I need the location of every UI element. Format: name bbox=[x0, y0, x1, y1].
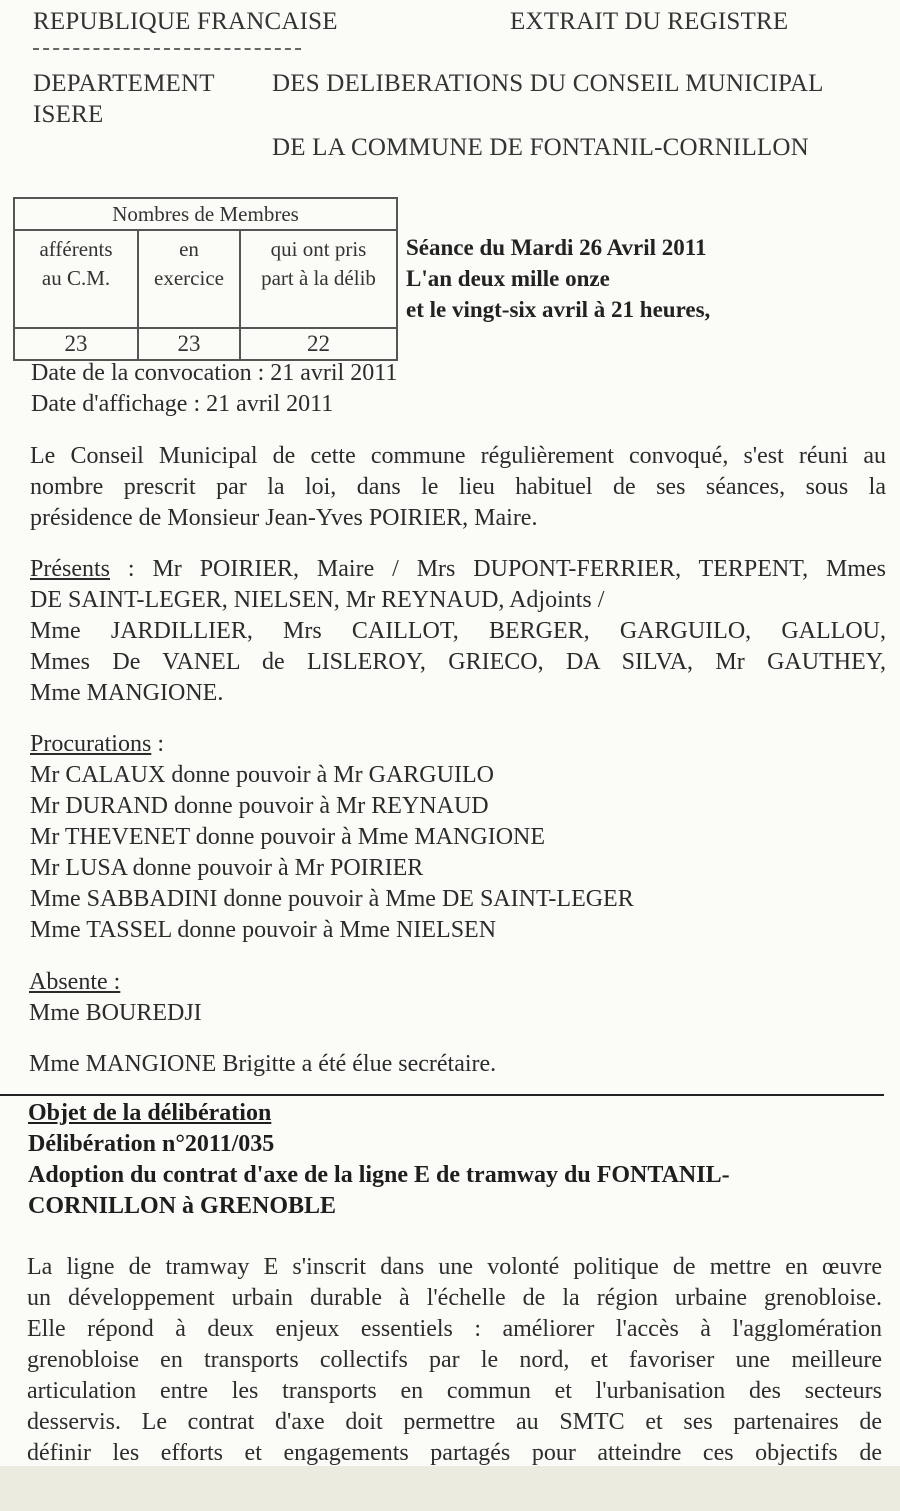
objet-titre-2: CORNILLON à GRENOBLE bbox=[28, 1193, 337, 1219]
intro-paragraph bbox=[30, 441, 886, 534]
members-col-afferents bbox=[14, 230, 138, 328]
objet-numero: Délibération n°2011/035 bbox=[28, 1131, 275, 1157]
procuration-item: Mme SABBADINI donne pouvoir à Mme DE SAINT-LEGER bbox=[30, 886, 634, 912]
absente-block bbox=[29, 967, 202, 1029]
header-divider bbox=[33, 48, 301, 50]
objet-label: Objet de la délibération bbox=[28, 1100, 272, 1126]
members-col-afferents-l2: au C.M. bbox=[41, 266, 111, 290]
page-bottom-band bbox=[0, 1466, 900, 1511]
seance-date: Séance du Mardi 26 Avril 2011 bbox=[406, 235, 707, 260]
procuration-item: Mr THEVENET donne pouvoir à Mme MANGIONE bbox=[30, 824, 546, 850]
members-value-exercice: 23 bbox=[138, 328, 240, 360]
procuration-item: Mr CALAUX donne pouvoir à Mr GARGUILO bbox=[30, 762, 494, 788]
header-deliberations: DES DELIBERATIONS DU CONSEIL MUNICIPAL bbox=[272, 70, 824, 97]
presents-line1: : Mr POIRIER, Maire / Mrs DUPONT-FERRIER, TERPENT, Mmes bbox=[110, 556, 886, 582]
body-line: un développement urbain durable à l'échelle de la région urbaine grenobloise. bbox=[27, 1285, 882, 1311]
members-col-exercice-l1: en bbox=[179, 237, 199, 261]
header-republique: REPUBLIQUE FRANCAISE bbox=[33, 8, 338, 35]
presents-line: Mme JARDILLIER, Mrs CAILLOT, BERGER, GARGUILO, GALLOU, bbox=[30, 618, 886, 644]
members-col-delib-l2: part à la délib bbox=[261, 266, 376, 290]
date-affichage: Date d'affichage : 21 avril 2011 bbox=[31, 391, 334, 417]
procurations-label: Procurations bbox=[30, 731, 152, 757]
presents-line: Mmes De VANEL de LISLEROY, GRIECO, DA SILVA, Mr GAUTHEY, bbox=[30, 649, 886, 675]
body-line: articulation entre les transports en commun et l'urbanisation des secteurs bbox=[27, 1378, 882, 1404]
section-rule bbox=[0, 1094, 884, 1096]
absente-name: Mme BOUREDJI bbox=[29, 1000, 202, 1026]
body-line: La ligne de tramway E s'inscrit dans une volonté politique de mettre en œuvre bbox=[27, 1254, 882, 1280]
presents-line: DE SAINT-LEGER, NIELSEN, Mr REYNAUD, Adjoints / bbox=[30, 587, 605, 613]
presents-block bbox=[30, 554, 886, 709]
procurations-block bbox=[30, 729, 634, 946]
members-value-afferents: 23 bbox=[14, 328, 138, 360]
presents-label: Présents bbox=[30, 556, 110, 582]
members-col-delib-l1: qui ont pris bbox=[270, 237, 367, 261]
body-line: Elle répond à deux enjeux essentiels : améliorer l'accès à l'agglomération bbox=[27, 1316, 882, 1342]
procuration-item: Mr DURAND donne pouvoir à Mr REYNAUD bbox=[30, 793, 489, 819]
body-line: définir les efforts et engagements partagés pour atteindre ces objectifs de bbox=[27, 1440, 882, 1466]
intro-line: nombre prescrit par la loi, dans le lieu habituel de ses séances, sous la bbox=[30, 474, 886, 500]
header-commune: DE LA COMMUNE DE FONTANIL-CORNILLON bbox=[272, 134, 809, 161]
header-departement: DEPARTEMENT bbox=[33, 70, 215, 97]
procurations-heading bbox=[30, 729, 634, 760]
procurations-suffix: : bbox=[151, 731, 164, 757]
intro-line: Le Conseil Municipal de cette commune régulièrement convoqué, s'est réuni au bbox=[30, 443, 886, 469]
procuration-item: Mme TASSEL donne pouvoir à Mme NIELSEN bbox=[30, 917, 497, 943]
presents-line bbox=[30, 554, 886, 585]
body-line: grenobloise en transports collectifs par le nord, et favoriser une meilleure bbox=[27, 1347, 882, 1373]
members-col-exercice-l2: exercice bbox=[154, 266, 224, 290]
objet-titre-1: Adoption du contrat d'axe de la ligne E de tramway du FONTANIL- bbox=[28, 1162, 730, 1188]
header-extrait: EXTRAIT DU REGISTRE bbox=[510, 8, 789, 35]
date-convocation: Date de la convocation : 21 avril 2011 bbox=[31, 360, 398, 386]
members-col-afferents-l1: afférents bbox=[39, 237, 113, 261]
members-table-caption: Nombres de Membres bbox=[14, 198, 397, 230]
intro-line: présidence de Monsieur Jean-Yves POIRIER, Maire. bbox=[30, 505, 538, 531]
body-line: desservis. Le contrat d'axe doit permettre au SMTC et ses partenaires de bbox=[27, 1409, 882, 1435]
presents-line: Mme MANGIONE. bbox=[30, 680, 224, 706]
header-isere: ISERE bbox=[33, 101, 104, 128]
members-col-exercice bbox=[138, 230, 240, 328]
procuration-item: Mr LUSA donne pouvoir à Mr POIRIER bbox=[30, 855, 424, 881]
members-col-delib bbox=[240, 230, 397, 328]
seance-block bbox=[406, 232, 710, 325]
absente-label: Absente : bbox=[29, 969, 121, 995]
members-table bbox=[13, 197, 398, 361]
seance-time: et le vingt-six avril à 21 heures, bbox=[406, 297, 711, 322]
seance-year: L'an deux mille onze bbox=[406, 266, 610, 291]
secretaire-line: Mme MANGIONE Brigitte a été élue secrétaire. bbox=[29, 1051, 497, 1077]
objet-block bbox=[28, 1098, 730, 1222]
members-value-delib: 22 bbox=[240, 328, 397, 360]
body-paragraph bbox=[27, 1252, 882, 1469]
